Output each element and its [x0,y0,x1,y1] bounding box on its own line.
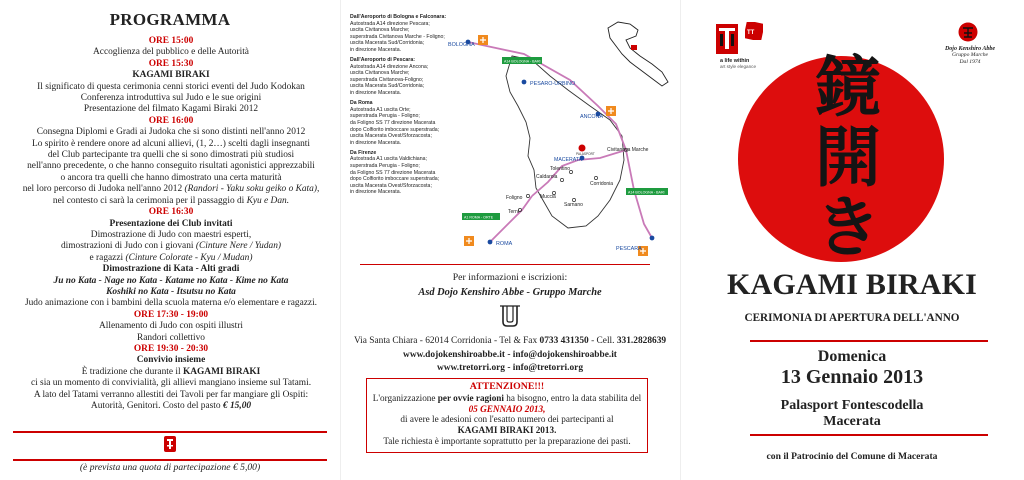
programme-line: Dimostrazione di Judo con maestri esperti, [90,229,252,240]
event-venue: Palasport Fontescodella [780,398,924,413]
italy-outline [608,22,668,86]
map-label-macerata: MACERATA [554,157,583,163]
attention-box [366,378,648,453]
attention-text-bold: per ovvie ragioni [437,392,504,403]
programme-heading: PROGRAMMA [109,10,231,29]
direction-heading: Dall'Aeroporto di Bologna e Falconara: [350,14,447,20]
divider [750,340,988,342]
palasport-marker-icon [579,145,586,152]
programme-text: È tradizione che durante il [81,366,183,377]
direction-line: uscita Macerata Sud/Corridonia; [350,83,425,90]
kagami-biraki-kanji [805,48,891,266]
red-seal-icon [163,435,177,453]
attention-line: Tale richiesta è importante soprattutto per la preparazione dei pasti. [383,435,631,446]
programme-line: Randori collettivo [137,332,205,343]
attention-line [367,393,647,404]
time-slot: ORE 19:30 - 20:30 [133,343,209,354]
route-a14 [468,42,652,238]
programme-text: dimostrazioni di Judo con i giovani [60,241,196,252]
time-slot: ORE 16:30 [148,207,194,218]
direction-line: da Foligno SS 77 direzione Macerata [350,169,436,176]
programme-line: Lo spirito è rendere onore ad alcuni allievi, (1, 2…) scelti dagli insegnanti [31,138,311,149]
map-label-muccia: Muccia [540,194,556,200]
meal-price: € 15,00 [222,401,252,411]
highway-sign-label: A14 BOLOGNA - BARI [504,59,541,64]
cover-panel [680,0,1024,480]
programme-line [12,241,330,252]
direction-heading: Da Roma [350,100,373,107]
organizer-name: Asd Dojo Kenshiro Abbe - Gruppo Marche [418,287,602,298]
direction-line: in direzione Macerata. [350,139,402,146]
contact-address [340,336,680,346]
time-slot: ORE 17:30 - 19:00 [133,309,209,320]
attention-line: di avere le adesioni con l'esatto numero dei partecipanti al [400,414,614,425]
city-dot [522,80,527,85]
programme-line: Accoglienza del pubblico e delle Autorità [93,47,249,58]
phone-number: 0733 431350 [539,336,589,346]
map-label-roma: ROMA [496,241,513,247]
brand-tagline-main: a life within [720,58,750,64]
brand-tagline [720,58,756,70]
kanji-char: き [815,188,881,266]
programme-panel [0,0,340,480]
programme-line [12,184,330,195]
map-label-ancona: ANCONA [580,114,604,120]
direction-line: superstrada Perugia - Foligno; [350,162,420,169]
website-email-line[interactable]: www.tretorri.org - info@tretorri.org [436,363,584,373]
direction-line: uscita Civitanova Marche; [350,27,410,34]
participation-fee-note: (è prevista una quota di partecipazione € 5,00) [79,462,261,473]
direction-line: superstrada Perugia - Foligno; [350,113,420,120]
programme-line: del Club partecipante tra quelli che si sono dimostrati più studiosi [47,150,295,161]
marche-highlight [631,45,637,50]
website-email-line[interactable]: www.dojokenshiroabbe.it - info@dojokenshiroabbe.it [403,350,617,360]
programme-text-italic: (Randori - Yaku soku geiko o Kata) [184,184,317,195]
direction-line: uscita Macerata Sud/Corridonia; [350,40,425,47]
dojo-name: Dojo Kenshiro Abbe [944,46,996,52]
direction-line: uscita Civitanova Marche; [350,70,410,77]
programme-line: Judo animazione con i bambini della scuola materna e/o elementare e ragazzi. [24,298,318,309]
programme-line: Presentazione del filmato Kagami Biraki 2012 [83,104,259,115]
direction-line: dopo Colfiorito imboccare superstrada; [350,176,440,183]
direction-line: Autostrada A14 direzione Pescara; [350,20,430,27]
programme-text: , [316,184,320,195]
dojo-group: Gruppo Marche [952,52,988,59]
airport-icon [464,236,474,246]
kata-list: Ju no Kata - Nage no Kata - Katame no Kata - Kime no Kata [53,275,289,286]
attention-text: ha bisogno, entro la data stabilita del [503,392,642,403]
direction-line: in direzione Macerata. [350,46,402,53]
dojo-signature [930,46,1010,65]
address-text: - Cell. [588,336,617,346]
programme-text-bold: KAGAMI BIRAKI [182,366,261,377]
divider [360,264,650,265]
map-label-caldarola: Caldarola [536,174,558,180]
divider [13,459,327,461]
attention-text: L'organizzazione [372,392,438,403]
programme-line: nell'anno precedente, o che hanno conseguito risultati agonistici apprezzabili [27,161,315,172]
direction-line: in direzione Macerata. [350,189,402,196]
patronage-note: con il Patrocinio del Comune di Macerata [766,451,938,462]
map-label-civitanova: Civitanova Marche [607,147,649,153]
dojo-logo-icon [495,302,523,330]
map-label-terni: Terni [508,209,519,215]
direction-line: in direzione Macerata. [350,90,402,97]
attention-event: KAGAMI BIRAKI 2013. [457,425,557,436]
city-dot [526,194,529,197]
event-subtitle: CERIMONIA DI APERTURA DELL'ANNO [744,312,960,324]
dojo-seal-icon [958,22,978,42]
direction-heading: Dall'Aeroporto di Pescara: [350,57,415,64]
programme-text-italic: (Cinture Colorate - Kyu / Mudan) [125,252,253,263]
programme-text: e ragazzi [89,252,126,263]
map-label-pesaro: PESARO-URBINO [530,81,576,87]
map-label-foligno: Foligno [506,195,523,201]
direction-line: Autostrada A14 direzione Ancona; [350,63,429,70]
programme-text-italic: (Cinture Nere / Yudan) [195,241,282,252]
direction-line: uscita Macerata Ovest/Sforzacosta; [350,182,432,189]
programme-line [12,196,330,207]
programme-text: Autorità, Genitori. Costo del pasto [90,401,223,411]
dojo-founded: Dal 1974 [959,58,981,65]
mobile-number: 331.2828639 [616,336,667,346]
programme-line: A lato del Tatami verranno allestiti dei Tavoli per far mangiare gli Ospiti: [33,389,309,400]
programme-line: Consegna Diplomi e Gradi ai Judoka che si sono distinti nell'anno 2012 [36,127,306,138]
map-label-corridonia: Corridonia [590,181,614,187]
kanji-char: 開 [815,118,881,196]
svg-text:TT: TT [747,30,755,36]
programme-text-italic: Kyu e Dan. [246,195,290,206]
direction-line: superstrada Civitanova Marche - Foligno; [350,33,445,40]
route-map [440,10,680,260]
time-slot: ORE 16:00 [148,115,194,126]
programme-line: Allenamento di Judo con ospiti illustri [99,321,243,332]
divider [750,434,988,436]
programme-line: o ancora tra quelli che hanno dimostrato una certa maturità [60,172,282,183]
direction-line: Autostrada A1 uscita Orte; [350,106,411,113]
attention-title: ATTENZIONE!!! [469,381,545,392]
kata-list: Koshiki no Kata - Itsutsu no Kata [106,286,236,297]
programme-line: ci sia un momento di convivialità, gli allievi mangiano insieme sul Tatami. [30,378,312,389]
airport-icon [478,35,488,45]
airport-icon [606,106,616,116]
address-text: Via Santa Chiara - 62014 Corridonia - Tel & Fax [353,336,540,346]
programme-subheading: Convivio insieme [136,355,206,366]
info-lead: Per informazioni e iscrizioni: [452,272,568,283]
map-label-sarnano: Sarnano [564,202,583,208]
programme-list [0,30,340,412]
programme-line [12,367,330,378]
city-dot [594,176,597,179]
direction-line: uscita Macerata Ovest/Sforzacosta; [350,133,432,140]
programme-line [12,253,330,264]
highway-sign-label: A14 BOLOGNA - BARI [628,190,665,195]
directions-panel [340,0,680,480]
city-dot [488,240,493,245]
kanji-char: 鏡 [815,48,881,126]
tre-torri-logo-icon [716,24,738,54]
time-slot: ORE 15:00 [148,36,194,46]
deadline-date: 05 GENNAIO 2013, [468,403,546,414]
direction-heading: Da Firenze [350,149,377,156]
programme-line: Conferenza introduttiva sul Judo e le sue origini [80,93,262,104]
direction-line: superstrada Civitanova-Foligno; [350,76,424,83]
map-label-palasport: PALASPORT [576,152,595,156]
city-dot [560,178,563,181]
tre-torri-badge-icon [745,22,763,40]
event-city: Macerata [823,414,881,429]
brand-tagline-sub: art style elegance [720,64,757,69]
programme-subheading: KAGAMI BIRAKI [132,70,210,81]
programme-text: nel contesto ci sarà la cerimonia per il passaggio di [52,195,247,206]
programme-line: Il significato di questa cerimonia cenni storici eventi del Judo Kodokan [37,81,305,92]
programme-text: nel loro percorso di Judoka nell'anno 2012 [22,184,185,195]
city-dot [650,236,655,241]
programme-subheading: Dimostrazione di Kata - Alti gradi [102,264,240,275]
event-date: 13 Gennaio 2013 [780,366,924,388]
event-title: KAGAMI BIRAKI [726,268,978,301]
programme-line [12,401,330,412]
map-label-tolentino: Tolentino [550,166,571,172]
highway-sign-label: A1 ROMA - ORTE [464,215,494,220]
map-label-pescara: PESCARA [616,246,642,252]
programme-subheading: Presentazione dei Club invitati [109,218,233,229]
direction-line: dopo Colfiorito imboccare superstrada; [350,126,440,133]
time-slot: ORE 15:30 [148,58,194,69]
event-day: Domenica [817,348,887,365]
map-label-bologna: BOLOGNA [448,42,475,48]
direction-line: Autostrada A1 uscita Valdichiana; [350,156,427,163]
divider [13,431,327,433]
direction-line: da Foligno SS 77 direzione Macerata [350,119,436,126]
